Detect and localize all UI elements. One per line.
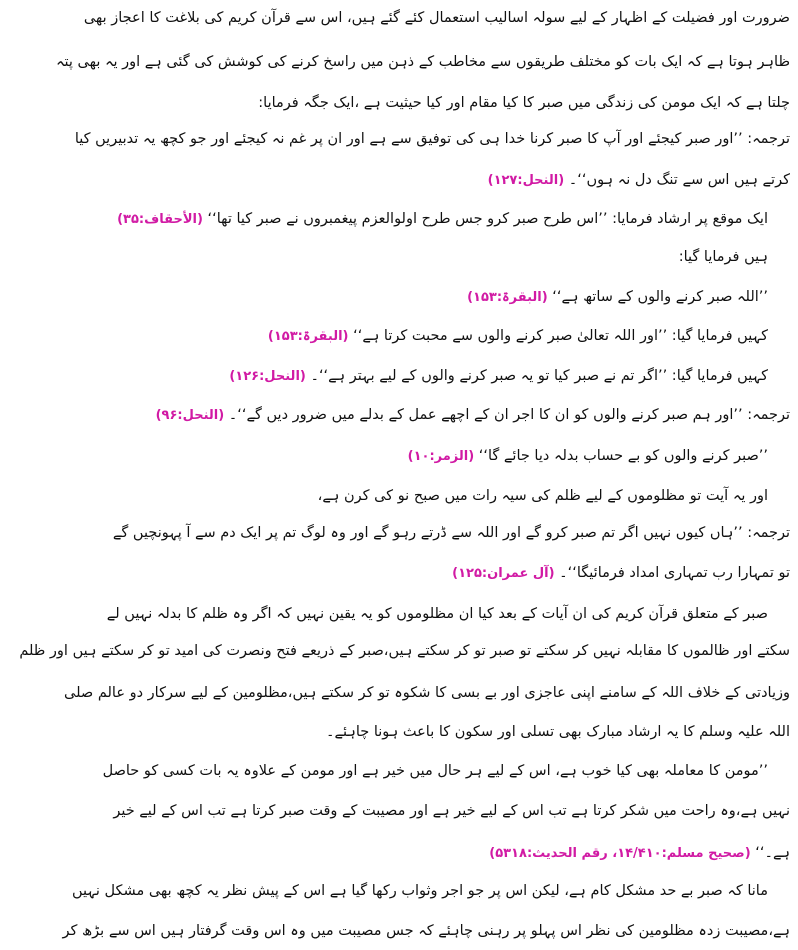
text-line: چلتا ہے کہ ایک مومن کی زندگی میں صبر کا کیا مقام اور کیا حیثیت ہے ،ایک جگہ فرمایا: xyxy=(258,95,790,111)
text-line: کہیں فرمایا گیا: ’’اگر تم نے صبر کیا تو یہ صبر کرنے والوں کے لیے بہتر ہے‘‘۔ (النحل:۱۲۶) xyxy=(229,368,768,384)
text-line: صبر کے متعلق قرآن کریم کی ان آیات کے بعد کیا ان مظلوموں کو یہ یقین نہیں کہ اگر وہ ظلم کا بدلہ نہیں لے xyxy=(106,606,768,622)
reference-citation: (البقرۃ:۱۵۳) xyxy=(267,329,349,344)
text-line: ہے۔‘‘ (صحیح مسلم:۱۴/۴۱۰، رقم الحدیث:۵۳۱۸) xyxy=(489,845,790,861)
reference-citation: (النحل:۱۲۷) xyxy=(487,173,565,188)
text-line: کہیں فرمایا گیا: ’’اور اللہ تعالیٰ صبر کرنے والوں سے محبت کرتا ہے‘‘ (البقرۃ:۱۵۳) xyxy=(267,328,768,344)
text-line: نہیں ہے،وہ راحت میں شکر کرتا ہے تب اس کے لیے خیر ہے اور مصیبت کے وقت صبر کرتا ہے تب اس کے لیے خیر xyxy=(113,803,790,819)
text-line: ظاہر ہوتا ہے کہ ایک بات کو مختلف طریقوں سے مخاطب کے ذہن میں راسخ کرنے کی کوشش کی گئی ہے اور یہ بھی پتہ xyxy=(56,54,790,70)
reference-citation: (الزمر:۱۰) xyxy=(407,449,475,464)
text-line: ضرورت اور فضیلت کے اظہار کے لیے سولہ اسالیب استعمال کئے گئے ہیں، اس سے قرآن کریم کی بلاغت کا اعجاز بھی xyxy=(83,10,790,26)
text-line: ترجمہ: ’’ہاں کیوں نہیں اگر تم صبر کرو گے اور اللہ سے ڈرتے رہو گے اور وہ لوگ تم پر ایک دم سے آ پہونچیں گے xyxy=(112,525,790,541)
text-line: ’’صبر کرنے والوں کو بے حساب بدلہ دیا جائے گا‘‘ (الزمر:۱۰) xyxy=(407,448,768,464)
text-line: ایک موقع پر ارشاد فرمایا: ’’اس طرح صبر کرو جس طرح اولوالعزم پیغمبروں نے صبر کیا تھا‘‘ (الأحقاف:۳۵) xyxy=(117,211,768,227)
reference-citation: (آل عمران:۱۲۵) xyxy=(452,566,555,581)
text-line: ہے،مصیبت زدہ مظلومین کی نظر اس پہلو پر رہنی چاہئے کہ جس مصیبت میں وہ اس وقت گرفتار ہیں اس سے بڑھ کر xyxy=(62,923,790,939)
text-line: ہیں فرمایا گیا: xyxy=(678,249,768,265)
text-line: وزیادتی کے خلاف اللہ کے سامنے اپنی عاجزی اور بے بسی کا شکوہ تو کر سکتے ہیں،مظلومین کے لیے سرکار دو عالم صلی xyxy=(64,685,790,701)
text-line: کرتے ہیں اس سے تنگ دل نہ ہوں‘‘۔ (النحل:۱۲۷) xyxy=(487,172,790,188)
text-line: ترجمہ: ’’اور صبر کیجئے اور آپ کا صبر کرنا خدا ہی کی توفیق سے ہے اور ان پر غم نہ کیجئے اور جو کچھ یہ تدبیریں کیا xyxy=(74,131,790,147)
reference-citation: (النحل:۹۶) xyxy=(155,408,225,423)
reference-citation: (الأحقاف:۳۵) xyxy=(117,212,203,227)
text-line: مانا کہ صبر بے حد مشکل کام ہے، لیکن اس پر جو اجر وثواب رکھا گیا ہے اس کے پیش نظر یہ کچھ بھی مشکل نہیں xyxy=(71,883,768,899)
reference-citation: (النحل:۱۲۶) xyxy=(229,369,306,384)
text-line: ’’اللہ صبر کرنے والوں کے ساتھ ہے‘‘ (البقرۃ:۱۵۳) xyxy=(467,289,768,305)
text-line: تو تمہارا رب تمہاری امداد فرمائیگا‘‘۔ (آل عمران:۱۲۵) xyxy=(452,565,790,581)
reference-citation: (البقرۃ:۱۵۳) xyxy=(467,290,548,305)
reference-citation: (صحیح مسلم:۱۴/۴۱۰، رقم الحدیث:۵۳۱۸) xyxy=(489,846,751,861)
text-line: ’’مومن کا معاملہ بھی کیا خوب ہے، اس کے لیے ہر حال میں خیر ہے اور مومن کے علاوہ یہ بات کسی کو حاصل xyxy=(102,763,768,779)
text-line: سکتے اور ظالموں کا مقابلہ نہیں کر سکتے تو صبر تو کر سکتے ہیں،صبر کے ذریعے فتح ونصرت کی امید تو کر سکتے ہیں اور ظلم xyxy=(19,643,790,659)
text-line: ترجمہ: ’’اور ہم صبر کرنے والوں کو ان کا اجر ان کے اچھے عمل کے بدلے میں ضرور دیں گے‘‘۔ (النحل:۹۶) xyxy=(155,407,790,423)
text-line: اور یہ آیت تو مظلوموں کے لیے ظلم کی سیہ رات میں صبح نو کی کرن ہے، xyxy=(317,488,768,504)
text-line: اللہ علیہ وسلم کا یہ ارشاد مبارک بھی تسلی اور سکون کا باعث ہونا چاہئے۔ xyxy=(326,724,790,740)
